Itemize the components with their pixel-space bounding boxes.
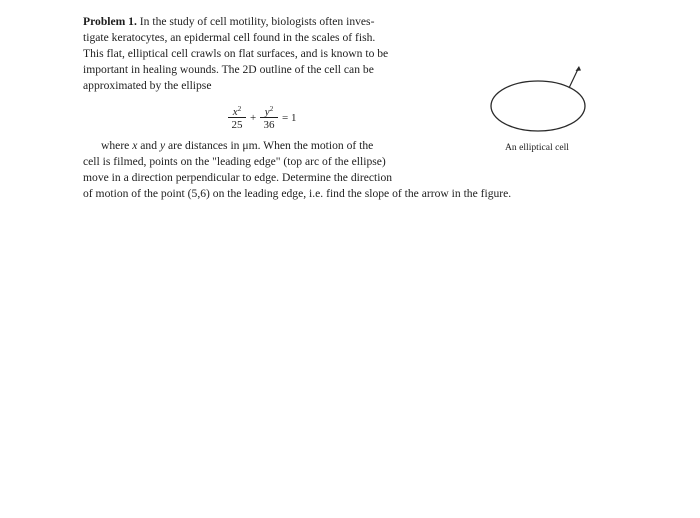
var-x: x xyxy=(132,139,138,152)
problem-line-2: tigate keratocytes, an epidermal cell found in the scales of fish. xyxy=(83,31,376,44)
after-text-pre: where xyxy=(101,139,133,152)
ellipse-equation xyxy=(228,104,318,138)
numerator-y: y xyxy=(264,106,270,118)
after-text-mid: and xyxy=(137,139,160,152)
exponent-x: 2 xyxy=(237,105,242,113)
problem-heading: Problem 1. xyxy=(83,15,137,28)
problem-line-1 xyxy=(83,14,374,29)
after-line-4: of motion of the point (5,6) on the leading edge, i.e. find the slope of the arrow in the figure. xyxy=(83,187,512,200)
equals-one: = 1 xyxy=(282,112,297,124)
fraction-y xyxy=(260,104,278,131)
after-line-2: cell is filmed, points on the "leading edge" (top arc of the ellipse) xyxy=(83,155,386,168)
after-line-3: move in a direction perpendicular to edge. Determine the direction xyxy=(83,171,393,184)
var-y: y xyxy=(159,139,166,152)
problem-line-4: important in healing wounds. The 2D outline of the cell can be xyxy=(83,63,374,76)
problem-line-5: approximated by the ellipse xyxy=(83,79,212,92)
denominator-x: 25 xyxy=(231,119,243,131)
figure-caption: An elliptical cell xyxy=(505,142,569,153)
direction-arrow-head xyxy=(576,66,582,71)
cell-ellipse xyxy=(491,81,585,131)
exponent-y: 2 xyxy=(269,105,274,113)
fraction-x xyxy=(228,104,246,131)
denominator-y: 36 xyxy=(263,119,275,131)
problem-line-3: This flat, elliptical cell crawls on flat surfaces, and is known to be xyxy=(83,47,389,60)
problem-text-1: In the study of cell motility, biologists often inves- xyxy=(136,15,375,28)
plus-sign: + xyxy=(250,112,257,124)
numerator-x: x xyxy=(232,106,238,118)
after-text-post: are distances in μm. When the motion of the xyxy=(165,139,374,152)
elliptical-cell-figure xyxy=(486,58,596,138)
after-line-1 xyxy=(101,138,373,153)
